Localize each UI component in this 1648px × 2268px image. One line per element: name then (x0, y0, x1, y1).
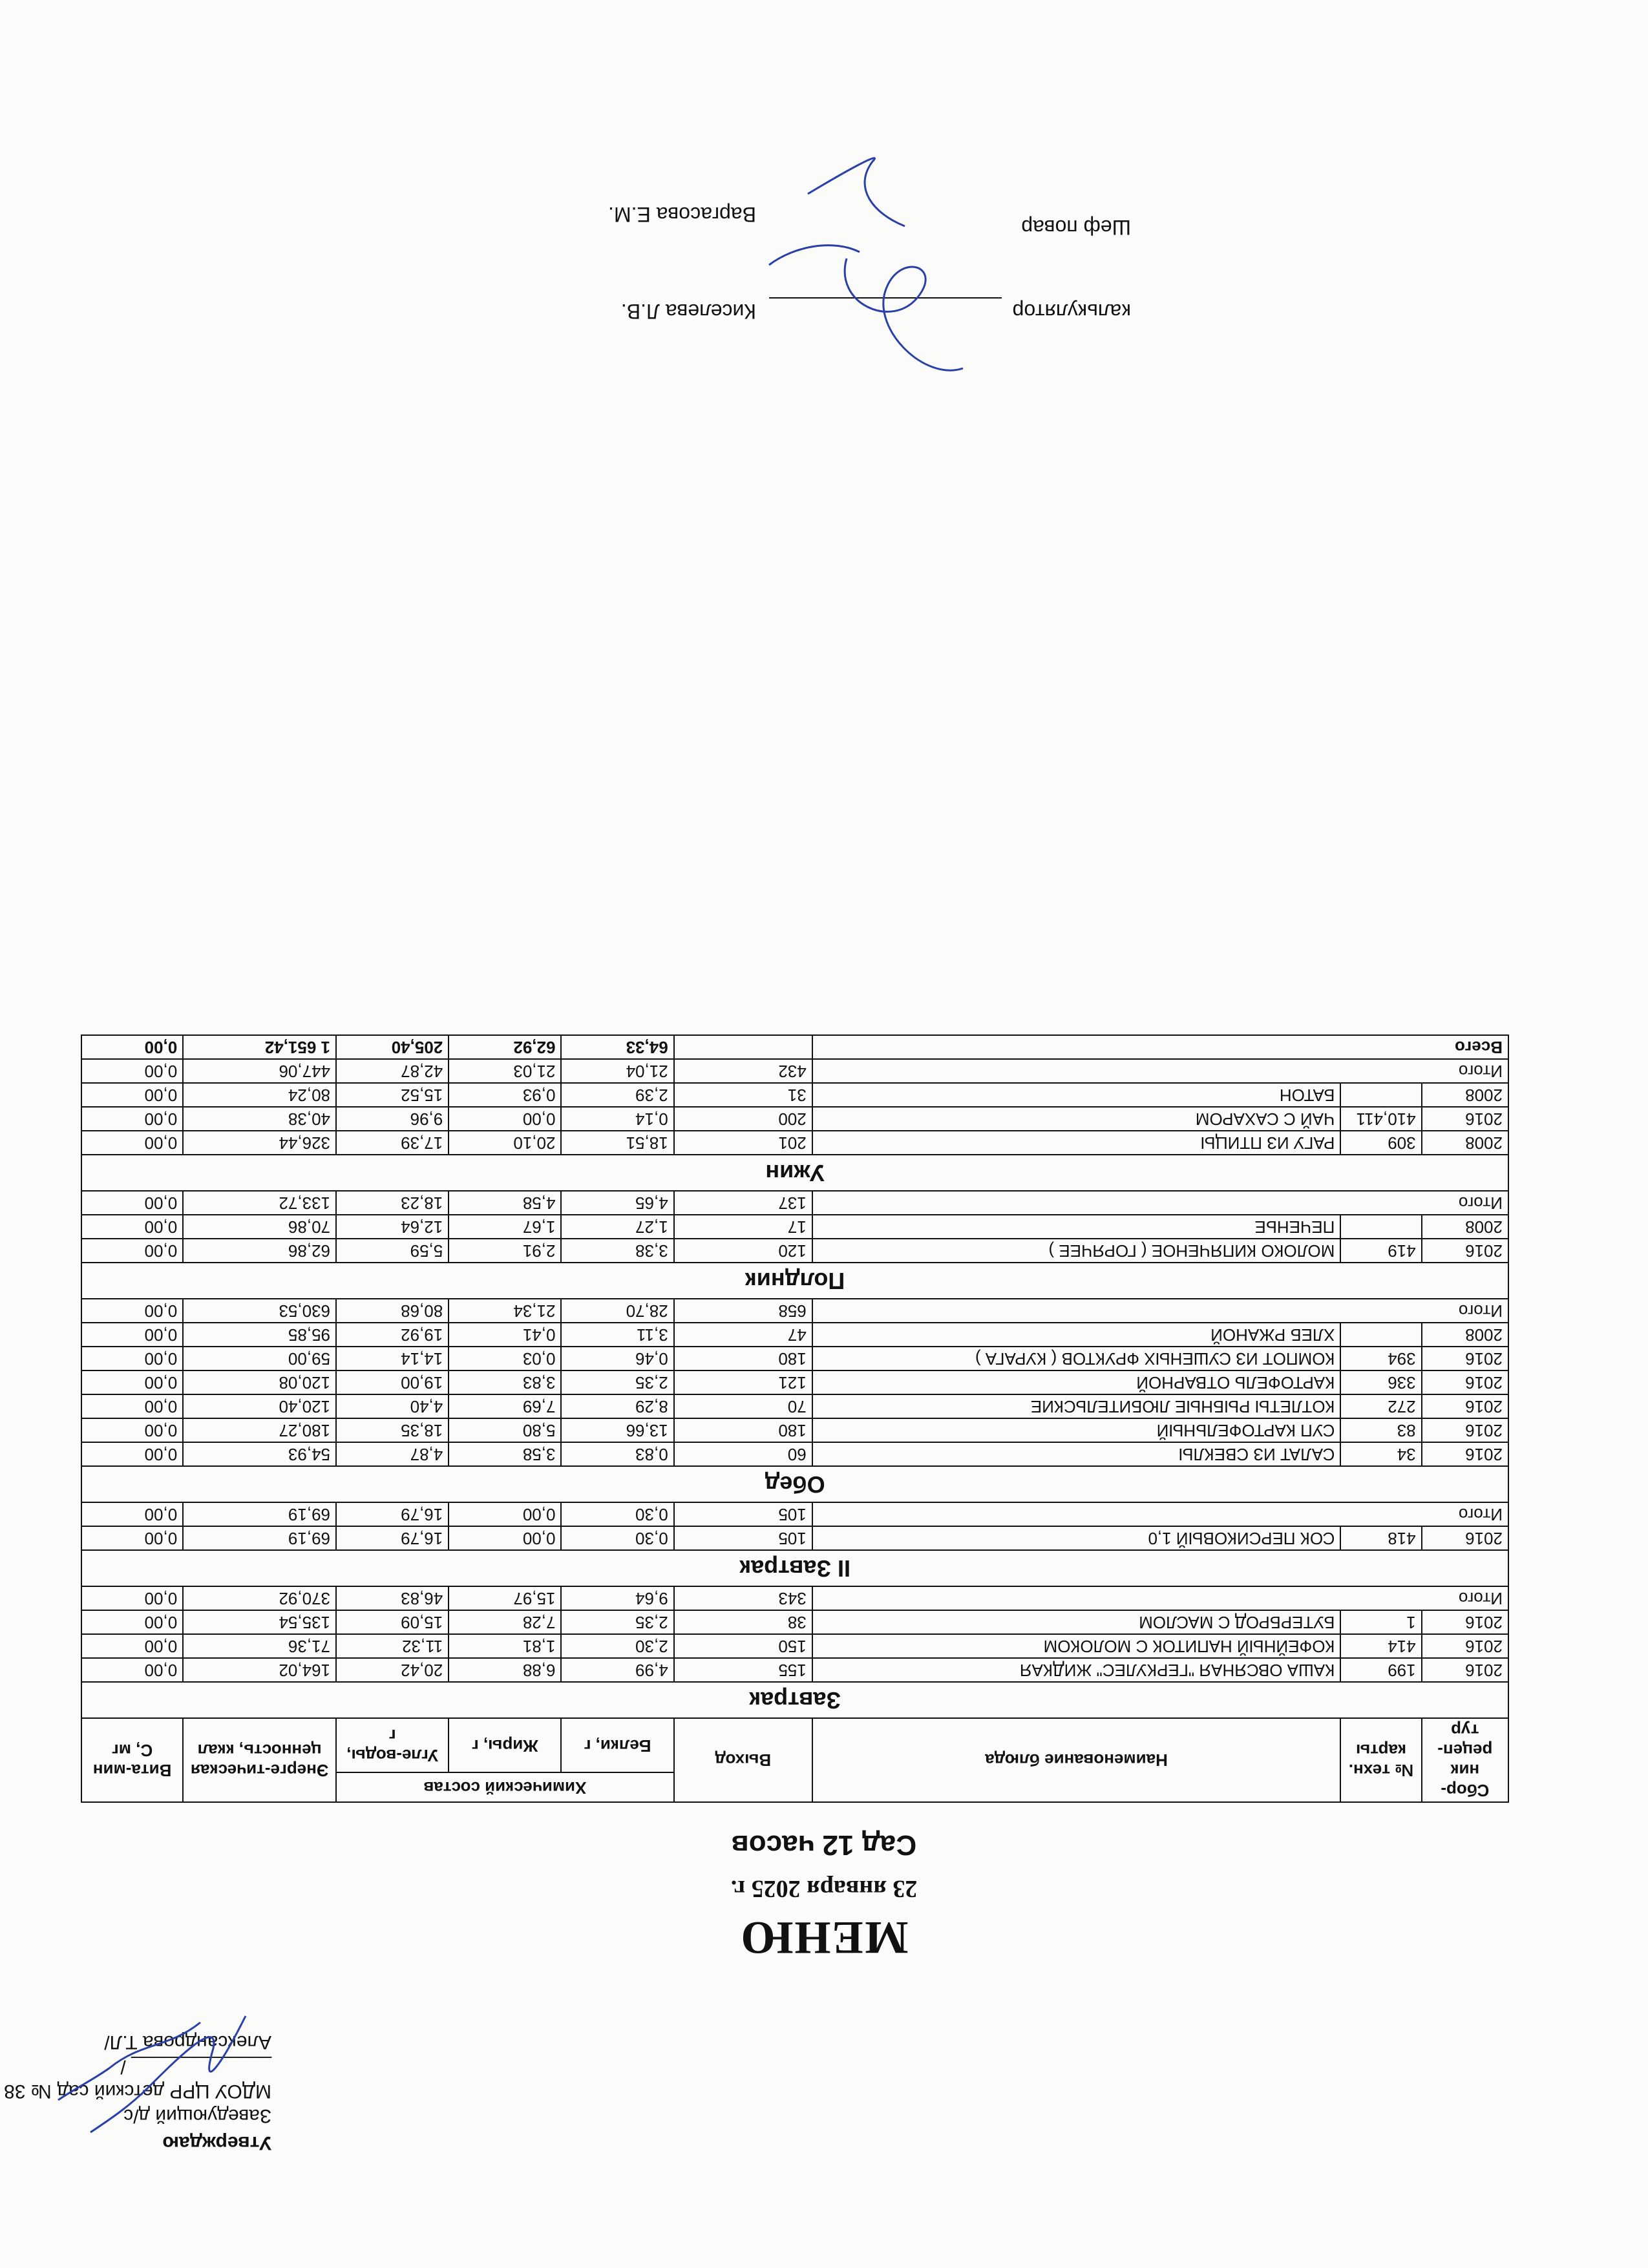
cell-name: САЛАТ ИЗ СВЕКЛЫ (812, 1442, 1341, 1466)
cell-p: 8,29 (561, 1394, 673, 1418)
cell-out: 200 (674, 1107, 812, 1131)
cell-src: 2016 (1422, 1107, 1508, 1131)
total-out: 137 (674, 1191, 812, 1215)
cell-card (1340, 1083, 1421, 1107)
table-row (81, 1610, 1508, 1634)
cell-src: 2008 (1422, 1083, 1508, 1107)
cell-card: 83 (1340, 1418, 1421, 1442)
table-row (81, 1107, 1508, 1131)
total-c: 16,79 (336, 1502, 449, 1526)
section-title: Полдник (81, 1263, 1508, 1299)
calculator-role: калькулятор (1012, 300, 1131, 323)
section-header (81, 1550, 1508, 1586)
cell-e: 120,40 (183, 1394, 336, 1418)
table-row (81, 1442, 1508, 1466)
cell-card (1340, 1323, 1421, 1347)
cell-src: 2016 (1422, 1442, 1508, 1466)
cell-src: 2016 (1422, 1347, 1508, 1370)
cell-p: 2,35 (561, 1370, 673, 1394)
total-label: Итого (812, 1059, 1508, 1083)
cell-e: 59,00 (183, 1347, 336, 1370)
total-e: 370,92 (183, 1586, 336, 1610)
table-row (81, 1394, 1508, 1418)
cell-c: 14,14 (336, 1347, 449, 1370)
cell-card: 34 (1340, 1442, 1421, 1466)
cell-name: СОК ПЕРСИКОВЫЙ 1,0 (812, 1526, 1341, 1550)
cell-name: КАРТОФЕЛЬ ОТВАРНОЙ (812, 1370, 1341, 1394)
cell-p: 3,38 (561, 1239, 673, 1263)
table-row (81, 1526, 1508, 1550)
section-title: Ужин (81, 1155, 1508, 1191)
section-header (81, 1263, 1508, 1299)
col-source: Сбор-ник рецеп-тур (1422, 1718, 1508, 1802)
chef-name: Варгасова Е.М. (608, 203, 756, 226)
cell-f: 5,80 (449, 1418, 561, 1442)
header-row (81, 1772, 1508, 1802)
cell-v: 0,00 (81, 1083, 183, 1107)
cell-src: 2016 (1422, 1370, 1508, 1394)
cell-e: 80,24 (183, 1083, 336, 1107)
approval-position: Заведующий д/с (123, 2105, 271, 2126)
total-out: 105 (674, 1502, 812, 1526)
total-label: Итого (812, 1299, 1508, 1323)
cell-f: 7,69 (449, 1394, 561, 1418)
cell-out: 17 (674, 1215, 812, 1239)
cell-src: 2016 (1422, 1610, 1508, 1634)
total-row (81, 1502, 1508, 1526)
table-row (81, 1418, 1508, 1442)
grand-total-v: 0,00 (81, 1035, 183, 1059)
total-label: Итого (812, 1191, 1508, 1215)
cell-src: 2016 (1422, 1634, 1508, 1658)
cell-c: 19,92 (336, 1323, 449, 1347)
cell-v: 0,00 (81, 1347, 183, 1370)
director-signature (45, 1984, 259, 2145)
cell-v: 0,00 (81, 1323, 183, 1347)
cell-src: 2008 (1422, 1131, 1508, 1155)
cell-v: 0,00 (81, 1442, 183, 1466)
total-v: 0,00 (81, 1299, 183, 1323)
cell-e: 135,54 (183, 1610, 336, 1634)
document-title: МЕНЮ (739, 1912, 909, 1964)
approval-signature-line: _____________ /Александрова Т.Л/ (104, 2032, 271, 2077)
menu-body (81, 1035, 1508, 1718)
cell-c: 4,87 (336, 1442, 449, 1466)
total-f: 0,00 (449, 1502, 561, 1526)
cell-p: 1,27 (561, 1215, 673, 1239)
total-row (81, 1299, 1508, 1323)
cell-src: 2016 (1422, 1239, 1508, 1263)
cell-v: 0,00 (81, 1610, 183, 1634)
cell-f: 20,10 (449, 1131, 561, 1155)
total-e: 630,53 (183, 1299, 336, 1323)
cell-e: 54,93 (183, 1442, 336, 1466)
cell-out: 60 (674, 1442, 812, 1466)
cell-p: 0,30 (561, 1526, 673, 1550)
cell-src: 2016 (1422, 1526, 1508, 1550)
total-out: 432 (674, 1059, 812, 1083)
cell-card: 1 (1340, 1610, 1421, 1634)
cell-e: 69,19 (183, 1526, 336, 1550)
section-title: Обед (81, 1466, 1508, 1502)
cell-e: 326,44 (183, 1131, 336, 1155)
col-name: Наименование блюда (812, 1718, 1341, 1802)
cell-c: 18,35 (336, 1418, 449, 1442)
total-row (81, 1191, 1508, 1215)
cell-src: 2016 (1422, 1418, 1508, 1442)
col-protein: Белки, г (561, 1718, 673, 1772)
cell-v: 0,00 (81, 1526, 183, 1550)
cell-name: ПЕЧЕНЬЕ (812, 1215, 1341, 1239)
approval-organization: МДОУ ЦРР детский сад № 38 (4, 2081, 271, 2102)
total-p: 21,04 (561, 1059, 673, 1083)
total-p: 0,30 (561, 1502, 673, 1526)
cell-card: 410,411 (1340, 1107, 1421, 1131)
cell-name: КОТЛЕТЫ РЫБНЫЕ ЛЮБИТЕЛЬСКИЕ (812, 1394, 1341, 1418)
total-row (81, 1586, 1508, 1610)
cell-v: 0,00 (81, 1215, 183, 1239)
table-row (81, 1215, 1508, 1239)
cell-p: 3,11 (561, 1323, 673, 1347)
col-vitamin: Вита-мин С, мг (81, 1718, 183, 1802)
col-energy: Энерге-тическая ценность, ккал (183, 1718, 336, 1802)
cell-f: 1,81 (449, 1634, 561, 1658)
cell-f: 0,03 (449, 1347, 561, 1370)
grand-total-c: 205,40 (336, 1035, 449, 1059)
cell-p: 18,51 (561, 1131, 673, 1155)
cell-p: 0,14 (561, 1107, 673, 1131)
approval-header: Утверждаю (162, 2132, 271, 2154)
total-v: 0,00 (81, 1502, 183, 1526)
total-f: 21,03 (449, 1059, 561, 1083)
cell-f: 0,93 (449, 1083, 561, 1107)
total-f: 15,97 (449, 1586, 561, 1610)
cell-c: 15,52 (336, 1083, 449, 1107)
col-chem: Химический состав (336, 1772, 674, 1802)
total-out: 343 (674, 1586, 812, 1610)
cell-v: 0,00 (81, 1107, 183, 1131)
cell-name: КОМПОТ ИЗ СУШЕНЫХ ФРУКТОВ ( КУРАГА ) (812, 1347, 1341, 1370)
cell-p: 2,39 (561, 1083, 673, 1107)
cell-f: 0,00 (449, 1526, 561, 1550)
total-e: 447,06 (183, 1059, 336, 1083)
cell-p: 0,83 (561, 1442, 673, 1466)
cell-out: 155 (674, 1658, 812, 1682)
cell-e: 71,36 (183, 1634, 336, 1658)
cell-name: РАГУ ИЗ ПТИЦЫ (812, 1131, 1341, 1155)
section-header (81, 1466, 1508, 1502)
cell-out: 180 (674, 1347, 812, 1370)
col-card: № техн. карты (1340, 1718, 1421, 1802)
total-row (81, 1059, 1508, 1083)
cell-out: 121 (674, 1370, 812, 1394)
section-header (81, 1155, 1508, 1191)
table-row (81, 1634, 1508, 1658)
cell-c: 12,64 (336, 1215, 449, 1239)
total-e: 69,19 (183, 1502, 336, 1526)
cell-e: 70,86 (183, 1215, 336, 1239)
col-fat: Жиры, г (449, 1718, 561, 1772)
cell-out: 120 (674, 1239, 812, 1263)
cell-v: 0,00 (81, 1418, 183, 1442)
grand-total-label: Всего (812, 1035, 1508, 1059)
total-v: 0,00 (81, 1059, 183, 1083)
total-c: 18,23 (336, 1191, 449, 1215)
cell-name: МОЛОКО КИПЯЧЕНОЕ ( ГОРЯЧЕЕ ) (812, 1239, 1341, 1263)
cell-card: 418 (1340, 1526, 1421, 1550)
cell-v: 0,00 (81, 1131, 183, 1155)
total-p: 28,70 (561, 1299, 673, 1323)
total-c: 46,83 (336, 1586, 449, 1610)
table-row (81, 1370, 1508, 1394)
cell-card: 309 (1340, 1131, 1421, 1155)
cell-card: 419 (1340, 1239, 1421, 1263)
cell-out: 180 (674, 1418, 812, 1442)
table-row (81, 1347, 1508, 1370)
cell-f: 0,41 (449, 1323, 561, 1347)
cell-v: 0,00 (81, 1239, 183, 1263)
cell-out: 105 (674, 1526, 812, 1550)
total-e: 133,72 (183, 1191, 336, 1215)
cell-f: 1,67 (449, 1215, 561, 1239)
cell-card: 272 (1340, 1394, 1421, 1418)
table-row (81, 1658, 1508, 1682)
section-title: II Завтрак (81, 1550, 1508, 1586)
cell-name: КАША ОВСЯНАЯ "ГЕРКУЛЕС" ЖИДКАЯ (812, 1658, 1341, 1682)
cell-f: 7,28 (449, 1610, 561, 1634)
cell-v: 0,00 (81, 1658, 183, 1682)
menu-date: 23 января 2025 г. (730, 1875, 918, 1902)
cell-p: 2,35 (561, 1610, 673, 1634)
cell-c: 19,00 (336, 1370, 449, 1394)
col-output: Выход (674, 1718, 812, 1802)
grand-total-row (81, 1035, 1508, 1059)
grand-total-f: 62,92 (449, 1035, 561, 1059)
total-c: 80,68 (336, 1299, 449, 1323)
cell-v: 0,00 (81, 1370, 183, 1394)
cell-e: 95,85 (183, 1323, 336, 1347)
cell-src: 2016 (1422, 1394, 1508, 1418)
chef-role: Шеф повар (1021, 216, 1131, 239)
cell-f: 0,00 (449, 1107, 561, 1131)
cell-src: 2008 (1422, 1323, 1508, 1347)
total-f: 4,58 (449, 1191, 561, 1215)
cell-card: 199 (1340, 1658, 1421, 1682)
total-c: 42,87 (336, 1059, 449, 1083)
cell-c: 5,59 (336, 1239, 449, 1263)
section-header (81, 1682, 1508, 1718)
total-label: Итого (812, 1586, 1508, 1610)
cell-f: 2,91 (449, 1239, 561, 1263)
cell-out: 38 (674, 1610, 812, 1634)
calculator-name: Киселева Л.В. (620, 300, 756, 323)
table-row (81, 1323, 1508, 1347)
cell-c: 16,79 (336, 1526, 449, 1550)
staff-signatures (730, 136, 1002, 407)
cell-e: 62,86 (183, 1239, 336, 1263)
cell-card: 394 (1340, 1347, 1421, 1370)
menu-subtitle: Сад 12 часов (731, 1829, 917, 1861)
cell-name: БУТЕРБРОД С МАСЛОМ (812, 1610, 1341, 1634)
cell-name: КОФЕЙНЫЙ НАПИТОК С МОЛОКОМ (812, 1634, 1341, 1658)
table-row (81, 1131, 1508, 1155)
cell-out: 150 (674, 1634, 812, 1658)
cell-src: 2008 (1422, 1215, 1508, 1239)
cell-out: 70 (674, 1394, 812, 1418)
cell-e: 40,38 (183, 1107, 336, 1131)
cell-e: 180,27 (183, 1418, 336, 1442)
cell-f: 3,58 (449, 1442, 561, 1466)
cell-p: 4,99 (561, 1658, 673, 1682)
grand-total-p: 64,33 (561, 1035, 673, 1059)
table-row (81, 1083, 1508, 1107)
grand-total-e: 1 651,42 (183, 1035, 336, 1059)
cell-p: 13,66 (561, 1418, 673, 1442)
col-carbs: Угле-воды, г (336, 1718, 449, 1772)
cell-v: 0,00 (81, 1634, 183, 1658)
cell-out: 47 (674, 1323, 812, 1347)
cell-card (1340, 1215, 1421, 1239)
cell-name: ХЛЕБ РЖАНОЙ (812, 1323, 1341, 1347)
cell-v: 0,00 (81, 1394, 183, 1418)
cell-c: 9,96 (336, 1107, 449, 1131)
total-out: 658 (674, 1299, 812, 1323)
total-p: 4,65 (561, 1191, 673, 1215)
cell-c: 15,09 (336, 1610, 449, 1634)
cell-p: 2,30 (561, 1634, 673, 1658)
cell-c: 11,32 (336, 1634, 449, 1658)
cell-c: 20,42 (336, 1658, 449, 1682)
cell-name: БАТОН (812, 1083, 1341, 1107)
total-p: 9,64 (561, 1586, 673, 1610)
total-v: 0,00 (81, 1586, 183, 1610)
cell-p: 0,46 (561, 1347, 673, 1370)
cell-card: 336 (1340, 1370, 1421, 1394)
cell-e: 164,02 (183, 1658, 336, 1682)
total-f: 21,34 (449, 1299, 561, 1323)
cell-out: 31 (674, 1083, 812, 1107)
cell-e: 120,08 (183, 1370, 336, 1394)
cell-f: 6,88 (449, 1658, 561, 1682)
cell-out: 201 (674, 1131, 812, 1155)
total-label: Итого (812, 1502, 1508, 1526)
section-title: Завтрак (81, 1682, 1508, 1718)
cell-c: 17,39 (336, 1131, 449, 1155)
menu-table (81, 1034, 1509, 1803)
grand-total-out (674, 1035, 812, 1059)
cell-card: 414 (1340, 1634, 1421, 1658)
cell-f: 3,83 (449, 1370, 561, 1394)
cell-name: ЧАЙ С САХАРОМ (812, 1107, 1341, 1131)
cell-src: 2016 (1422, 1658, 1508, 1682)
cell-c: 4,40 (336, 1394, 449, 1418)
total-v: 0,00 (81, 1191, 183, 1215)
cell-name: СУП КАРТОФЕЛЬНЫЙ (812, 1418, 1341, 1442)
table-row (81, 1239, 1508, 1263)
